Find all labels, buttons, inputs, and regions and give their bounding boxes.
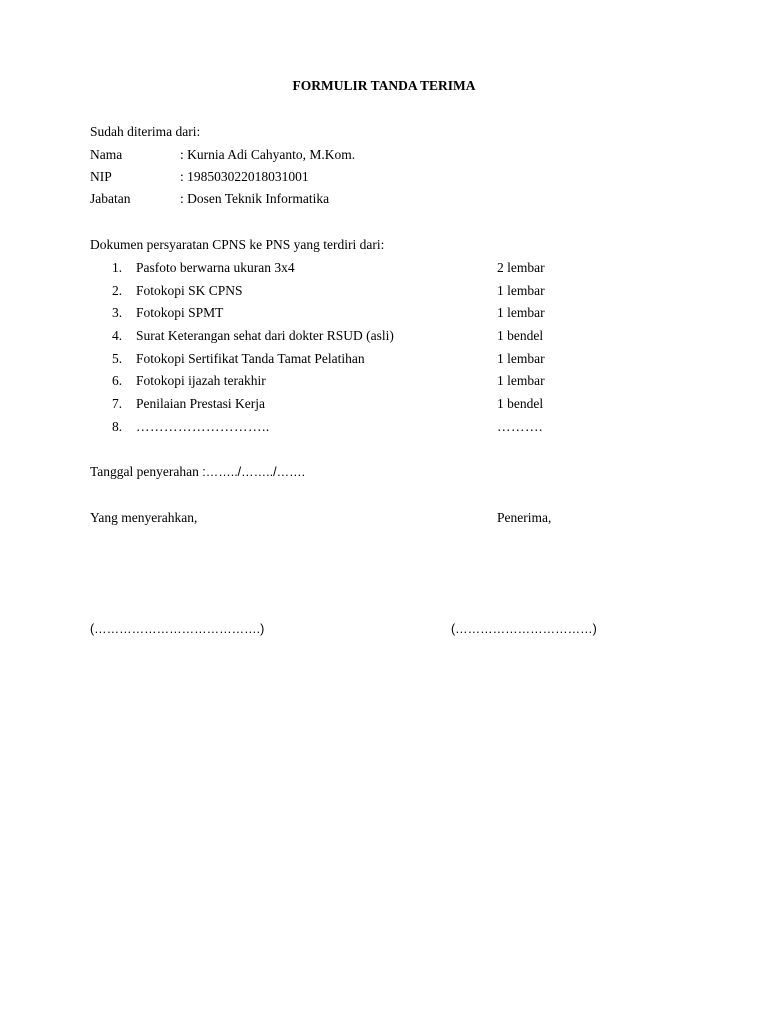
document-name: Fotokopi SPMT bbox=[136, 305, 224, 320]
received-from-label: Sudah diterima dari: bbox=[90, 124, 201, 139]
field-value-jabatan: : Dosen Teknik Informatika bbox=[180, 191, 330, 206]
document-number: 1. bbox=[112, 260, 123, 275]
document-quantity: 1 lembar bbox=[497, 351, 545, 366]
field-value-nip: : 198503022018031001 bbox=[180, 169, 309, 184]
document-name: ……………………….. bbox=[136, 419, 270, 434]
receiver-signature-line: (……………………………) bbox=[451, 622, 597, 636]
document-number: 5. bbox=[112, 351, 123, 366]
document-name: Pasfoto berwarna ukuran 3x4 bbox=[136, 260, 295, 275]
receiver-label: Penerima, bbox=[497, 510, 552, 525]
giver-label: Yang menyerahkan, bbox=[90, 510, 198, 525]
document-name: Surat Keterangan sehat dari dokter RSUD (asli) bbox=[136, 328, 394, 343]
document-name: Fotokopi ijazah terakhir bbox=[136, 373, 266, 388]
document-quantity: 1 bendel bbox=[497, 396, 544, 411]
document-name: Fotokopi Sertifikat Tanda Tamat Pelatihan bbox=[136, 351, 365, 366]
document-number: 6. bbox=[112, 373, 123, 388]
field-label-jabatan: Jabatan bbox=[90, 191, 131, 206]
document-quantity: 1 lembar bbox=[497, 283, 545, 298]
document-quantity: 2 lembar bbox=[497, 260, 545, 275]
document-number: 3. bbox=[112, 305, 123, 320]
form-title: FORMULIR TANDA TERIMA bbox=[292, 78, 476, 93]
field-label-nip: NIP bbox=[90, 169, 112, 184]
document-number: 7. bbox=[112, 396, 123, 411]
handover-date-value: :……../……../……. bbox=[202, 465, 306, 479]
giver-signature-line: (………………………………….) bbox=[90, 622, 265, 636]
handover-date-label: Tanggal penyerahan bbox=[90, 464, 199, 479]
documents-intro: Dokumen persyaratan CPNS ke PNS yang terdiri dari: bbox=[90, 237, 385, 252]
document-quantity: 1 bendel bbox=[497, 328, 544, 343]
field-label-nama: Nama bbox=[90, 147, 123, 162]
document-quantity: 1 lembar bbox=[497, 305, 545, 320]
document-number: 4. bbox=[112, 328, 123, 343]
document-quantity: 1 lembar bbox=[497, 373, 545, 388]
document-number: 2. bbox=[112, 283, 123, 298]
document-number: 8. bbox=[112, 419, 123, 434]
document-name: Fotokopi SK CPNS bbox=[136, 283, 243, 298]
document-quantity: ………. bbox=[497, 419, 543, 434]
field-value-nama: : Kurnia Adi Cahyanto, M.Kom. bbox=[180, 147, 356, 162]
document-name: Penilaian Prestasi Kerja bbox=[136, 396, 265, 411]
handover-date-line bbox=[90, 465, 305, 479]
